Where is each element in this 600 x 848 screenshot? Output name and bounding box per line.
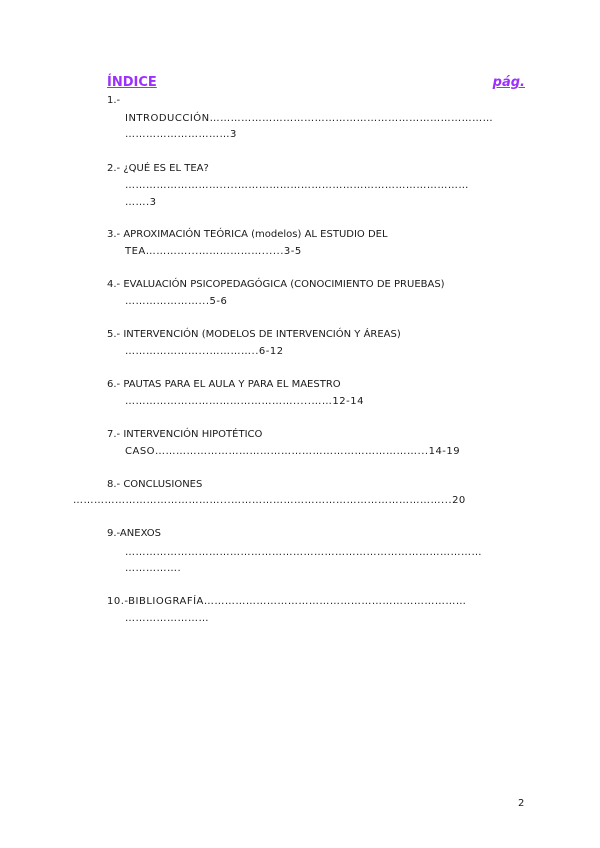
toc-entry-page: …….3	[125, 197, 157, 208]
toc-entry-page: …………………………3	[125, 129, 237, 140]
toc-entry-title: 8.- CONCLUSIONES	[107, 479, 203, 490]
toc-entry-leader: ……………………	[125, 613, 209, 624]
toc-entry-title: 3.- APROXIMACIÓN TEÓRICA (modelos) AL ESTUDIO DEL	[107, 229, 388, 240]
toc-entry-leader: ……………………….....…………………………………………………………	[125, 180, 469, 191]
toc-entry-title: 2.- ¿QUÉ ES EL TEA?	[107, 163, 209, 174]
toc-entry-title: 7.- INTERVENCIÓN HIPOTÉTICO	[107, 429, 263, 440]
toc-entry-page: CASO…………………………………………………………………...14-19	[125, 446, 461, 457]
toc-entry-title: 5.- INTERVENCIÓN (MODELOS DE INTERVENCIÓN Y ÁREAS)	[107, 329, 401, 340]
toc-entry-page: TEA…………...………………......3-5	[125, 246, 302, 257]
toc-entry-title: 6.- PAUTAS PARA EL AULA Y PARA EL MAESTRO	[107, 379, 341, 390]
toc-entry-page: ………………………………………….....……12-14	[125, 396, 364, 407]
index-heading	[107, 74, 525, 92]
index-title: ÍNDICE	[107, 75, 157, 90]
toc-entry-title: 4.- EVALUACIÓN PSICOPEDAGÓGICA (CONOCIMIENTO DE PRUEBAS)	[107, 279, 445, 290]
toc-entry-title: INTRODUCCIÓN………………………………………………………………………	[125, 113, 494, 124]
page-column-label: pág.	[492, 75, 525, 90]
page-number: 2	[518, 798, 525, 809]
toc-entry-title: 10.-BIBLIOGRAFÍA…………………………………………………………………	[107, 596, 467, 607]
toc-entry-title: 9.-ANEXOS	[107, 528, 161, 539]
toc-entry-page: ……………………………………...……………………………………………………...20	[73, 495, 466, 506]
toc-entry-number: 1.-	[107, 95, 121, 106]
toc-entry-page: …………………...5-6	[125, 296, 228, 307]
toc-entry-leader: …………………………………………………………………………………………	[125, 547, 482, 558]
toc-entry-leader: …………….	[125, 563, 182, 574]
toc-entry-page: …………………...…………..6-12	[125, 346, 284, 357]
